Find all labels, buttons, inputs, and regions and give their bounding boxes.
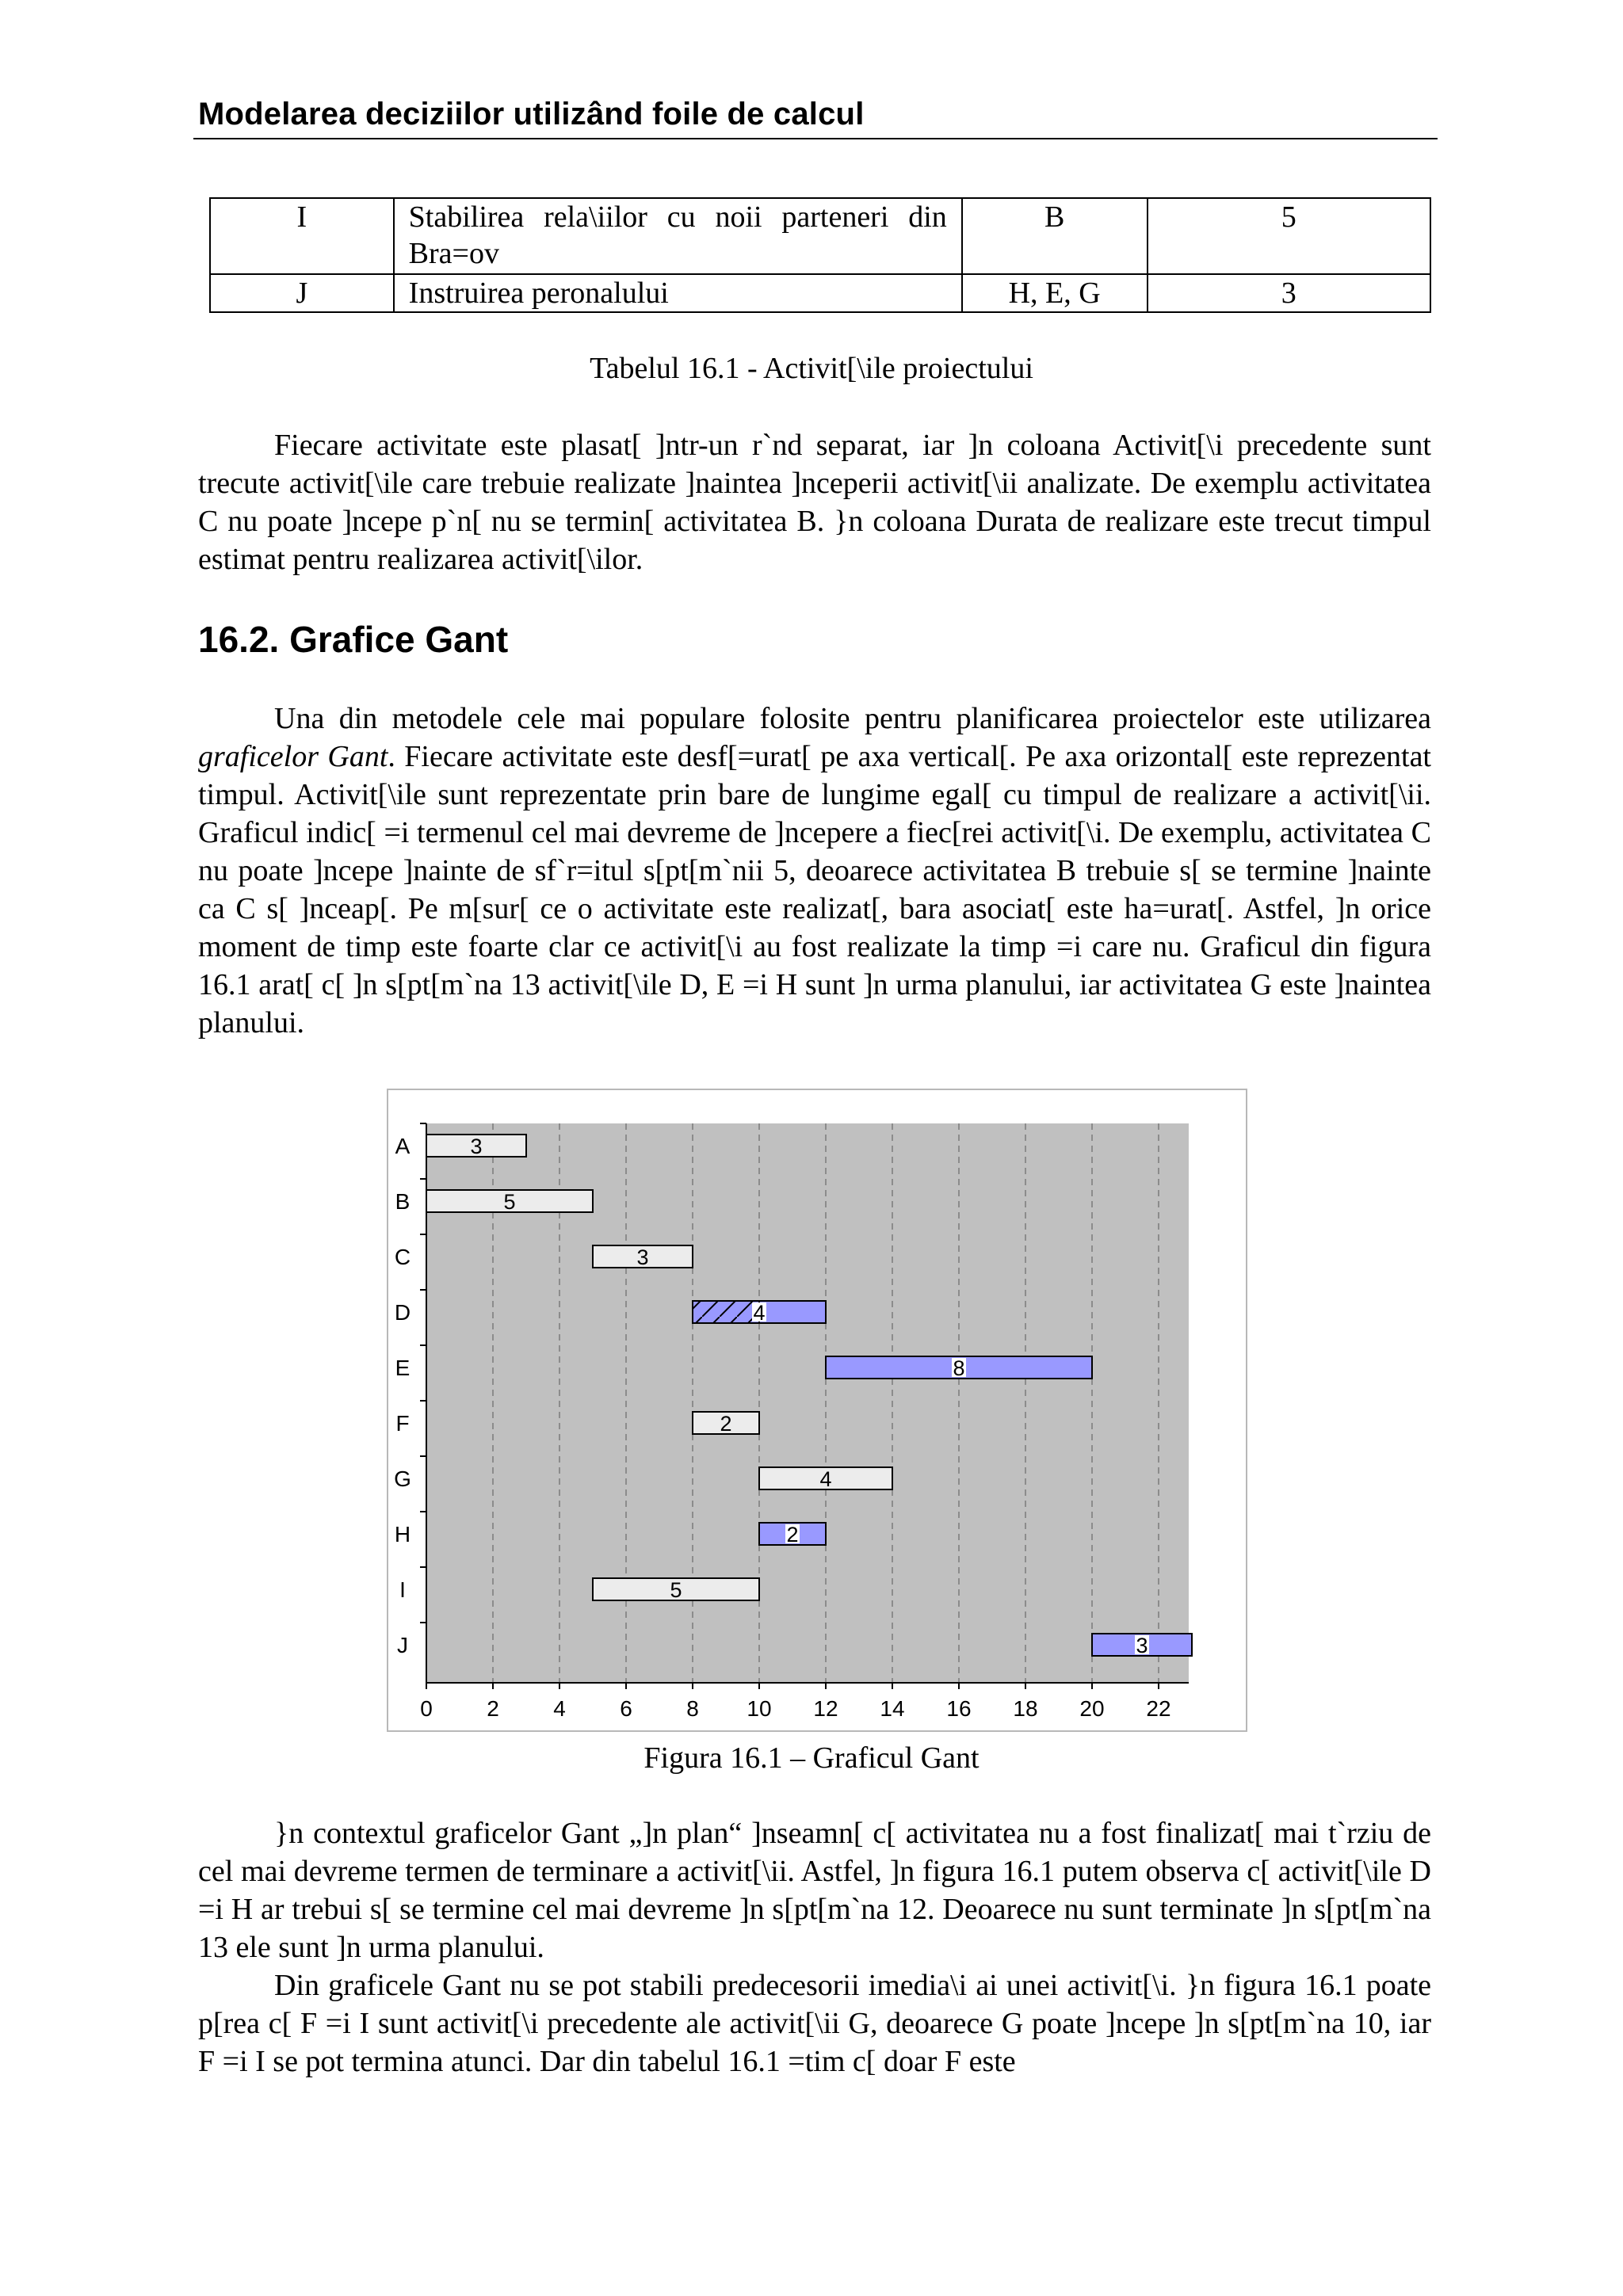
- data-label-j: 3: [1136, 1634, 1148, 1657]
- cell-duration: 5: [1148, 198, 1431, 274]
- data-label-c: 3: [636, 1245, 649, 1269]
- x-label: 12: [813, 1696, 838, 1721]
- x-label: 0: [420, 1696, 433, 1721]
- y-label-g: G: [394, 1466, 411, 1491]
- table-row: [210, 198, 1430, 274]
- cell-name: Stabilirea rela\iilor cu noii parteneri din Bra=ov: [394, 198, 962, 274]
- cell-duration: 3: [1148, 274, 1431, 312]
- y-label-a: A: [395, 1134, 411, 1158]
- header-rule: [193, 138, 1438, 139]
- paragraph-1: Fiecare activitate este plasat[ ]ntr-un r`nd separat, iar ]n coloana Activit[\i precedente sunt trecute activit[\ile care trebuie realizate ]naintea ]nceperii activit[\ii analizate. De exemplu activitatea C nu poate ]ncepe p`n[ nu se termin[ activitatea B. }n coloana Durata de realizare este trecut timpul estimat pentru realizarea activit[\ilor.: [198, 429, 1431, 576]
- activities-table: [209, 197, 1431, 313]
- data-label-d: 4: [753, 1301, 766, 1325]
- cell-pred: B: [962, 198, 1148, 274]
- y-label-j: J: [397, 1633, 408, 1657]
- data-label-a: 3: [470, 1135, 483, 1158]
- table-caption: Tabelul 16.1 - Activit[\ile proiectului: [590, 352, 1033, 385]
- emphasis-term: graficelor Gant: [198, 740, 388, 773]
- gantt-bar-progress-d: [693, 1301, 759, 1323]
- data-label-e: 8: [953, 1356, 965, 1380]
- y-label-i: I: [399, 1577, 406, 1602]
- x-label: 14: [880, 1696, 905, 1721]
- y-tick-labels: [394, 1134, 411, 1657]
- paragraph-4: Din graficele Gant nu se pot stabili predecesorii imedia\i ai unei activit[\i. }n figura 16.1 poate p[rea c[ F =i I sunt activit[\i precedente ale activit[\ii G, deoarece G poate ]ncepe ]n s[pt[m`na 10, iar F =i I se pot termina atunci. Dar din tabelul 16.1 =tim c[ doar F este: [198, 1969, 1431, 2078]
- cell-id: J: [210, 274, 394, 312]
- data-label-g: 4: [819, 1467, 832, 1491]
- y-label-f: F: [395, 1411, 410, 1436]
- data-label-f: 2: [720, 1412, 732, 1436]
- cell-pred: H, E, G: [962, 274, 1148, 312]
- x-label: 10: [747, 1696, 772, 1721]
- x-label: 20: [1079, 1696, 1105, 1721]
- table-row: [210, 274, 1430, 312]
- x-label: 8: [686, 1696, 699, 1721]
- x-label: 2: [487, 1696, 499, 1721]
- y-label-h: H: [394, 1522, 411, 1547]
- data-label-b: 5: [503, 1190, 516, 1214]
- x-tick-labels: [420, 1696, 1170, 1721]
- y-label-c: C: [394, 1245, 411, 1269]
- figure-caption: Figura 16.1 – Graficul Gant: [643, 1741, 980, 1775]
- x-label: 18: [1013, 1696, 1038, 1721]
- cell-name: Instruirea peronalului: [394, 274, 962, 312]
- y-label-b: B: [395, 1189, 411, 1214]
- gantt-figure: [387, 1089, 1247, 1732]
- paragraph-2: Una din metodele cele mai populare folosite pentru planificarea proiectelor este utilizarea graficelor Gant. Fiecare activitate este desf[=urat[ pe axa vertical[. Pe axa orizontal[ este reprezentat timpul. Activit[\ile sunt reprezentate prin bare de lungime egal[ cu timpul de realizare a activit[\ii. Graficul indic[ =i termenul cel mai devreme de ]ncepere a fiec[rei activit[\i. De exemplu, activitatea C nu poate ]ncepe ]nainte de sf`r=itul s[pt[m`nii 5, deoarece activitatea B trebuie s[ se termine ]nainte ca C s[ ]nceap[. Pe m[sur[ ce o activitate este realizat[, bara asociat[ este ha=urat[. Astfel, ]n orice moment de timp este foarte clar ce activit[\i au fost realizate la timp =i care nu. Graficul din figura 16.1 arat[ c[ ]n s[pt[m`na 13 activit[\ile D, E =i H sunt ]n urma planului, iar activitatea G este ]naintea planului.: [198, 702, 1431, 1039]
- data-label-h: 2: [786, 1523, 799, 1547]
- paragraph-3: }n contextul graficelor Gant „]n plan“ ]nseamn[ c[ activitatea nu a fost finalizat[ mai t`rziu de cel mai devreme termen de terminare a activit[\ii. Astfel, ]n figura 16.1 putem observa c[ activit[\ile D =i H ar trebui s[ se termine cel mai devreme ]n s[pt[m`na 12. Deoarece nu sunt terminate ]n s[pt[m`na 13 ele sunt ]n urma planului.: [198, 1817, 1431, 1964]
- x-label: 22: [1146, 1696, 1171, 1721]
- y-label-e: E: [395, 1356, 411, 1380]
- gantt-chart: [388, 1090, 1246, 1730]
- data-label-i: 5: [670, 1578, 682, 1602]
- x-label: 4: [553, 1696, 566, 1721]
- x-label: 6: [620, 1696, 632, 1721]
- running-header: Modelarea deciziilor utilizând foile de calcul: [198, 97, 865, 132]
- section-title: 16.2. Grafice Gant: [198, 619, 509, 660]
- cell-id: I: [210, 198, 394, 274]
- y-label-d: D: [394, 1300, 411, 1325]
- x-label: 16: [946, 1696, 972, 1721]
